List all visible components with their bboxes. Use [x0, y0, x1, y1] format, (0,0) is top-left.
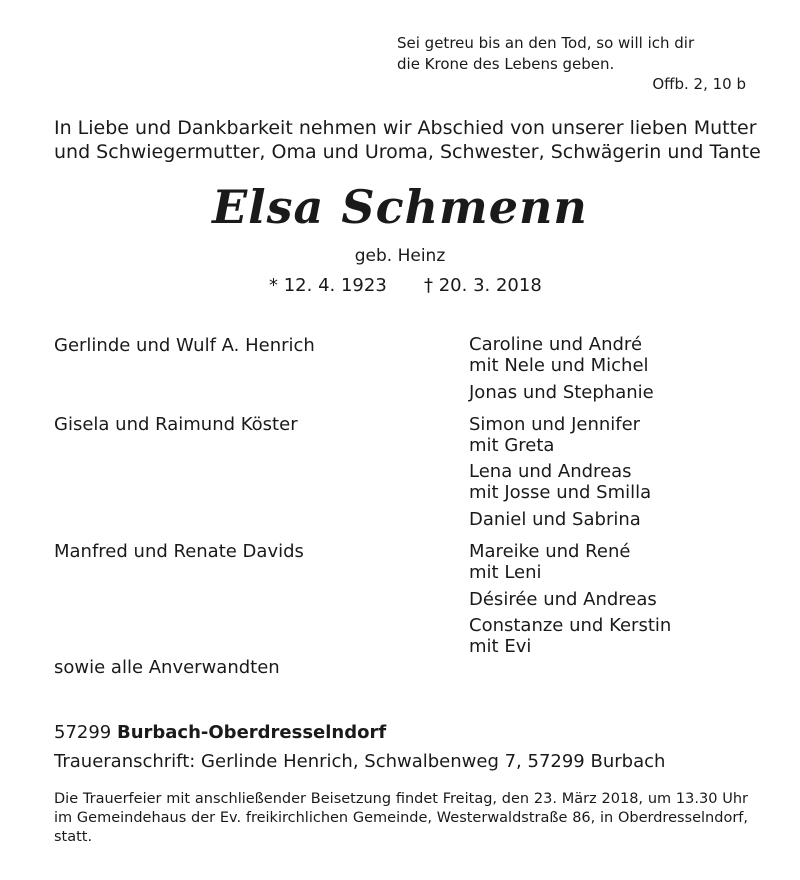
location-line — [54, 722, 386, 743]
grandchild-line: mit Evi — [469, 636, 532, 657]
grandchild-entry — [469, 509, 641, 530]
grandchild-line: Jonas und Stephanie — [469, 382, 654, 403]
intro-line-2: und Schwiegermutter, Oma und Uroma, Schwester, Schwägerin und Tante — [54, 141, 761, 163]
birth-date: * 12. 4. 1923 — [269, 275, 387, 296]
grandchild-entry — [469, 615, 671, 657]
grandchild-line: Caroline und André — [469, 334, 643, 355]
relatives-line: sowie alle Anverwandten — [54, 657, 280, 678]
bible-verse — [397, 33, 694, 75]
funeral-notice: Die Trauerfeier mit anschließender Beisetzung findet Freitag, den 23. März 2018, um 13.30 Uhr im Gemeindehaus der Ev. freikirchlichen Gemeinde, Westerwaldstraße 86, in Oberdresselndorf, statt. — [54, 791, 748, 845]
grandchild-line: mit Josse und Smilla — [469, 482, 652, 503]
town-name: Burbach-Oberdresselndorf — [116, 722, 387, 743]
verse-reference: Offb. 2, 10 b — [652, 75, 746, 93]
postal-code: 57299 — [54, 722, 117, 743]
grandchild-line: Daniel und Sabrina — [469, 509, 641, 530]
grandchild-line: Lena und Andreas — [469, 461, 632, 482]
maiden-name: geb. Heinz — [354, 246, 446, 266]
grandchild-line: mit Nele und Michel — [469, 355, 649, 376]
verse-line-2: die Krone des Lebens geben. — [397, 55, 615, 73]
grandchild-line: Constanze und Kerstin — [469, 615, 672, 636]
death-date: † 20. 3. 2018 — [424, 275, 542, 296]
family-parents: Manfred und Renate Davids — [54, 541, 304, 562]
grandchild-line: Simon und Jennifer — [469, 414, 641, 435]
grandchild-entry — [469, 461, 651, 503]
grandchild-line: Mareike und René — [469, 541, 631, 562]
grandchild-entry — [469, 414, 640, 456]
grandchild-entry — [469, 382, 654, 403]
intro-line-1: In Liebe und Dankbarkeit nehmen wir Abschied von unserer lieben Mutter — [54, 117, 757, 139]
verse-line-1: Sei getreu bis an den Tod, so will ich dir — [397, 34, 695, 52]
deceased-name: Elsa Schmenn — [212, 180, 588, 234]
grandchild-line: mit Greta — [469, 435, 555, 456]
grandchild-entry — [469, 334, 649, 376]
intro-text — [54, 116, 761, 164]
grandchild-entry — [469, 541, 630, 583]
grandchild-line: mit Leni — [469, 562, 542, 583]
mourning-address: Traueranschrift: Gerlinde Henrich, Schwalbenweg 7, 57299 Burbach — [54, 751, 666, 772]
grandchild-entry — [469, 589, 657, 610]
family-parents: Gisela und Raimund Köster — [54, 414, 298, 435]
grandchild-line: Désirée und Andreas — [469, 589, 657, 610]
family-parents: Gerlinde und Wulf A. Henrich — [54, 335, 315, 356]
